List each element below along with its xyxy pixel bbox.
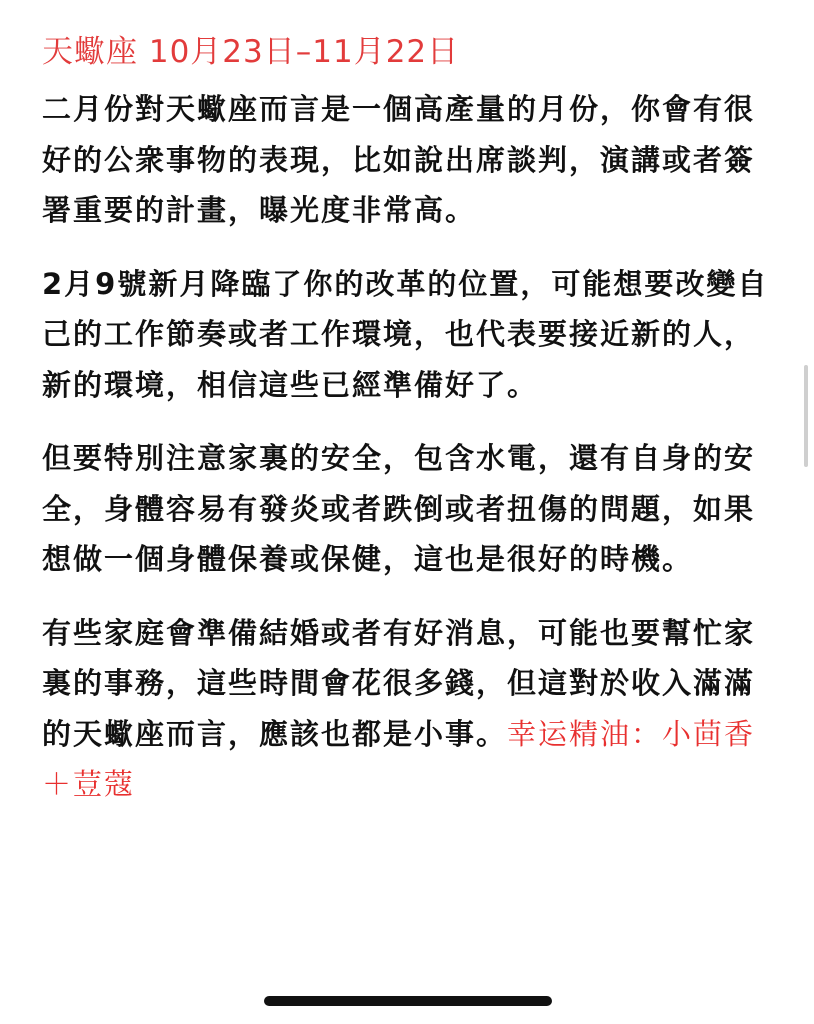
paragraph-text: 但要特別注意家裏的安全，包含水電，還有自身的安全，身體容易有發炎或者跌倒或者扭傷的問題，如果想做一個身體保養或保健，這也是很好的時機。 xyxy=(42,441,756,576)
paragraph-text: 2月9號新月降臨了你的改革的位置，可能想要改變自己的工作節奏或者工作環境，也代表要接近新的人，新的環境，相信這些已經準備好了。 xyxy=(42,266,769,402)
paragraph-text: 二月份對天蠍座而言是一個高產量的月份，你會有很好的公衆事物的表現，比如說出席談判，演講或者簽署重要的計畫，曝光度非常高。 xyxy=(42,92,756,227)
paragraph-text: 有些家庭會準備結婚或者有好消息，可能也要幫忙家裏的事務，這些時間會花很多錢，但這對於收入滿滿的天蠍座而言，應該也都是小事。 xyxy=(42,615,756,751)
paragraph xyxy=(42,608,774,810)
page-title: 天蠍座 10月23日–11月22日 xyxy=(42,34,460,70)
paragraph xyxy=(42,433,774,585)
paragraph xyxy=(42,259,774,411)
home-indicator[interactable] xyxy=(264,996,552,1006)
article xyxy=(42,28,774,833)
paragraph xyxy=(42,84,774,236)
scrollbar[interactable] xyxy=(804,365,808,467)
lucky-oil-note: 幸运精油：小茴香＋荳蔻 xyxy=(42,716,756,801)
